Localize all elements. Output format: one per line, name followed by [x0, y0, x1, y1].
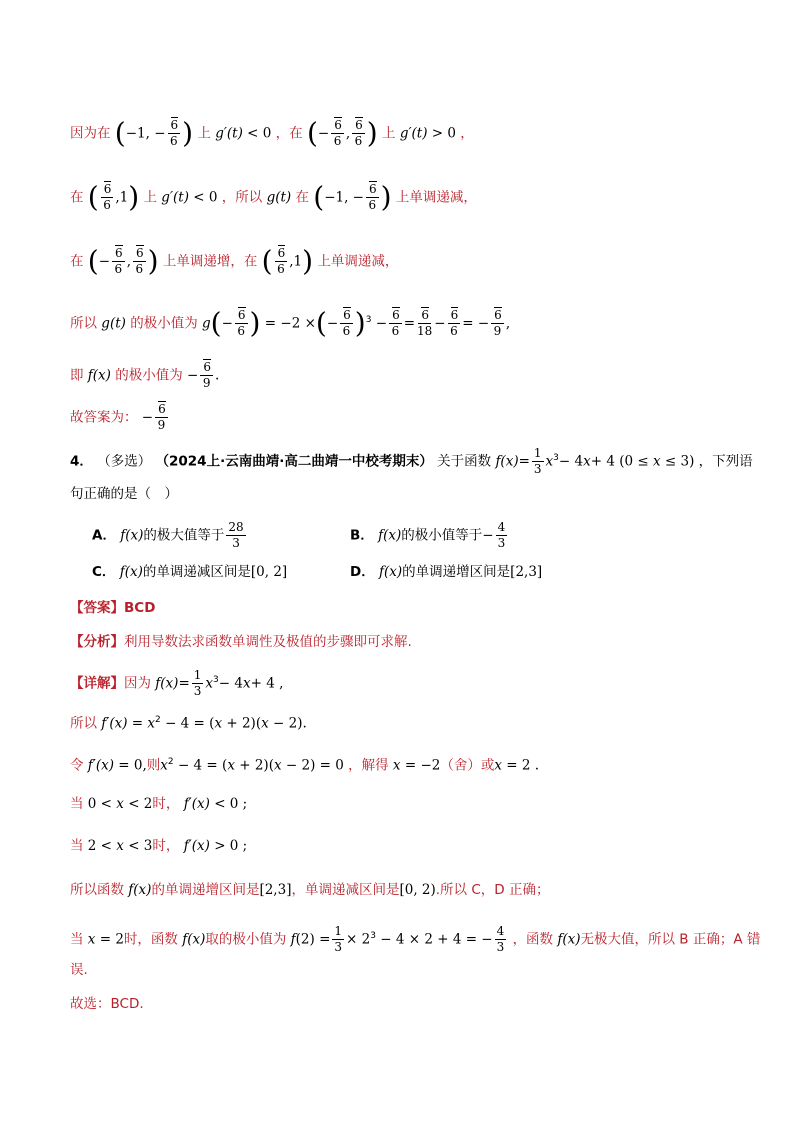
solution-line-2: 在 ( $\frac{6}{6}$ ,1) 上 g′(t) < 0 ，所以 g(t) 在 (−1, − $\frac{6}{6}$ ) 上单调递减，: [70, 180, 477, 214]
text: 因为在: [70, 125, 111, 142]
detail-line-7: 当 x = 2时，函数 f(x)取的极小值为 f(2) = $\frac{1}{3}$ × $2^3 - 4 \times 2 + 4$ = − $\frac{4}{3}$ ，函数 f(x)无极大值，所以 B 正确；A 错: [70, 924, 761, 954]
solution-line-4: 所以 g(t) 的极小值为 g(− $\frac{6}{6}$ ) = −2 ×(− $\frac{6}{6}$ )$^3$ − $\frac{6}{6}$ = $\frac{6}{18}$ − $\frac{6}{6}$ = − $\frac{6}{9}$ ,: [70, 306, 511, 340]
solution-line-3: 在 (− $\frac{6}{6}$ , $\frac{6}{6}$ ) 上单调递增，在 ( $\frac{6}{6}$ ,1) 上单调递减，: [70, 244, 399, 278]
analysis-line: 【分析】利用导数法求函数单调性及极值的步骤即可求解.: [70, 634, 412, 650]
detail-line-4: 当 0 < x < 2时， f′(x) < 0 ;: [70, 796, 248, 812]
question-4-stem: 4． （多选） （2024上·云南曲靖·高二曲靖一中校考期末） 关于函数 f(x)= $\frac{1}{3}$ $x^3- 4x+ 4$ (0 ≤ x ≤ 3) ，下列语: [70, 446, 753, 476]
final-answer-line: 故选：BCD.: [70, 996, 144, 1012]
detail-line-5: 当 2 < x < 3时， f′(x) > 0 ;: [70, 838, 248, 854]
option-b: B． f(x)的极小值等于− $\frac{4}{3}$: [350, 520, 506, 550]
detail-line-1: 【详解】因为 f(x)= $\frac{1}{3}$ $x^3- 4x+ 4$ ,: [70, 668, 284, 698]
detail-line-8: 误.: [70, 962, 88, 978]
option-d: D． f(x)的单调递增区间是[2,3]: [350, 564, 543, 580]
answer-line: 【答案】BCD: [70, 600, 156, 616]
detail-line-3: 令 f′(x) = 0,则$x^2 - 4 = (x + 2)(x - 2) = 0$ ，解得 x = −2（舍）或x = 2 .: [70, 757, 540, 774]
solution-line-1: 因为在 (−1, − $\frac{6}{6}$ ) 上 g′(t) < 0 ，在 (− $\frac{6}{6}$ , $\frac{6}{6}$ ) 上 g′(t) > 0 ，: [70, 116, 474, 150]
solution-line-6: 故答案为： − $\frac{6}{9}$: [70, 402, 166, 432]
detail-line-6: 所以函数 f(x)的单调递增区间是[2,3]，单调递减区间是[0, 2).所以 C，D 正确；: [70, 882, 550, 898]
solution-line-5: 即 f(x) 的极小值为 − $\frac{6}{9}$ .: [70, 360, 220, 390]
option-c: C． f(x)的单调递减区间是[0, 2]: [92, 564, 288, 580]
question-4-stem-cont: 句正确的是（ ）: [70, 486, 178, 502]
detail-line-2: 所以 $f'(x) = x^2 - 4 = (x + 2)(x - 2)$.: [70, 715, 307, 732]
option-a: A． f(x)的极大值等于 $\frac{28}{3}$: [92, 520, 244, 550]
